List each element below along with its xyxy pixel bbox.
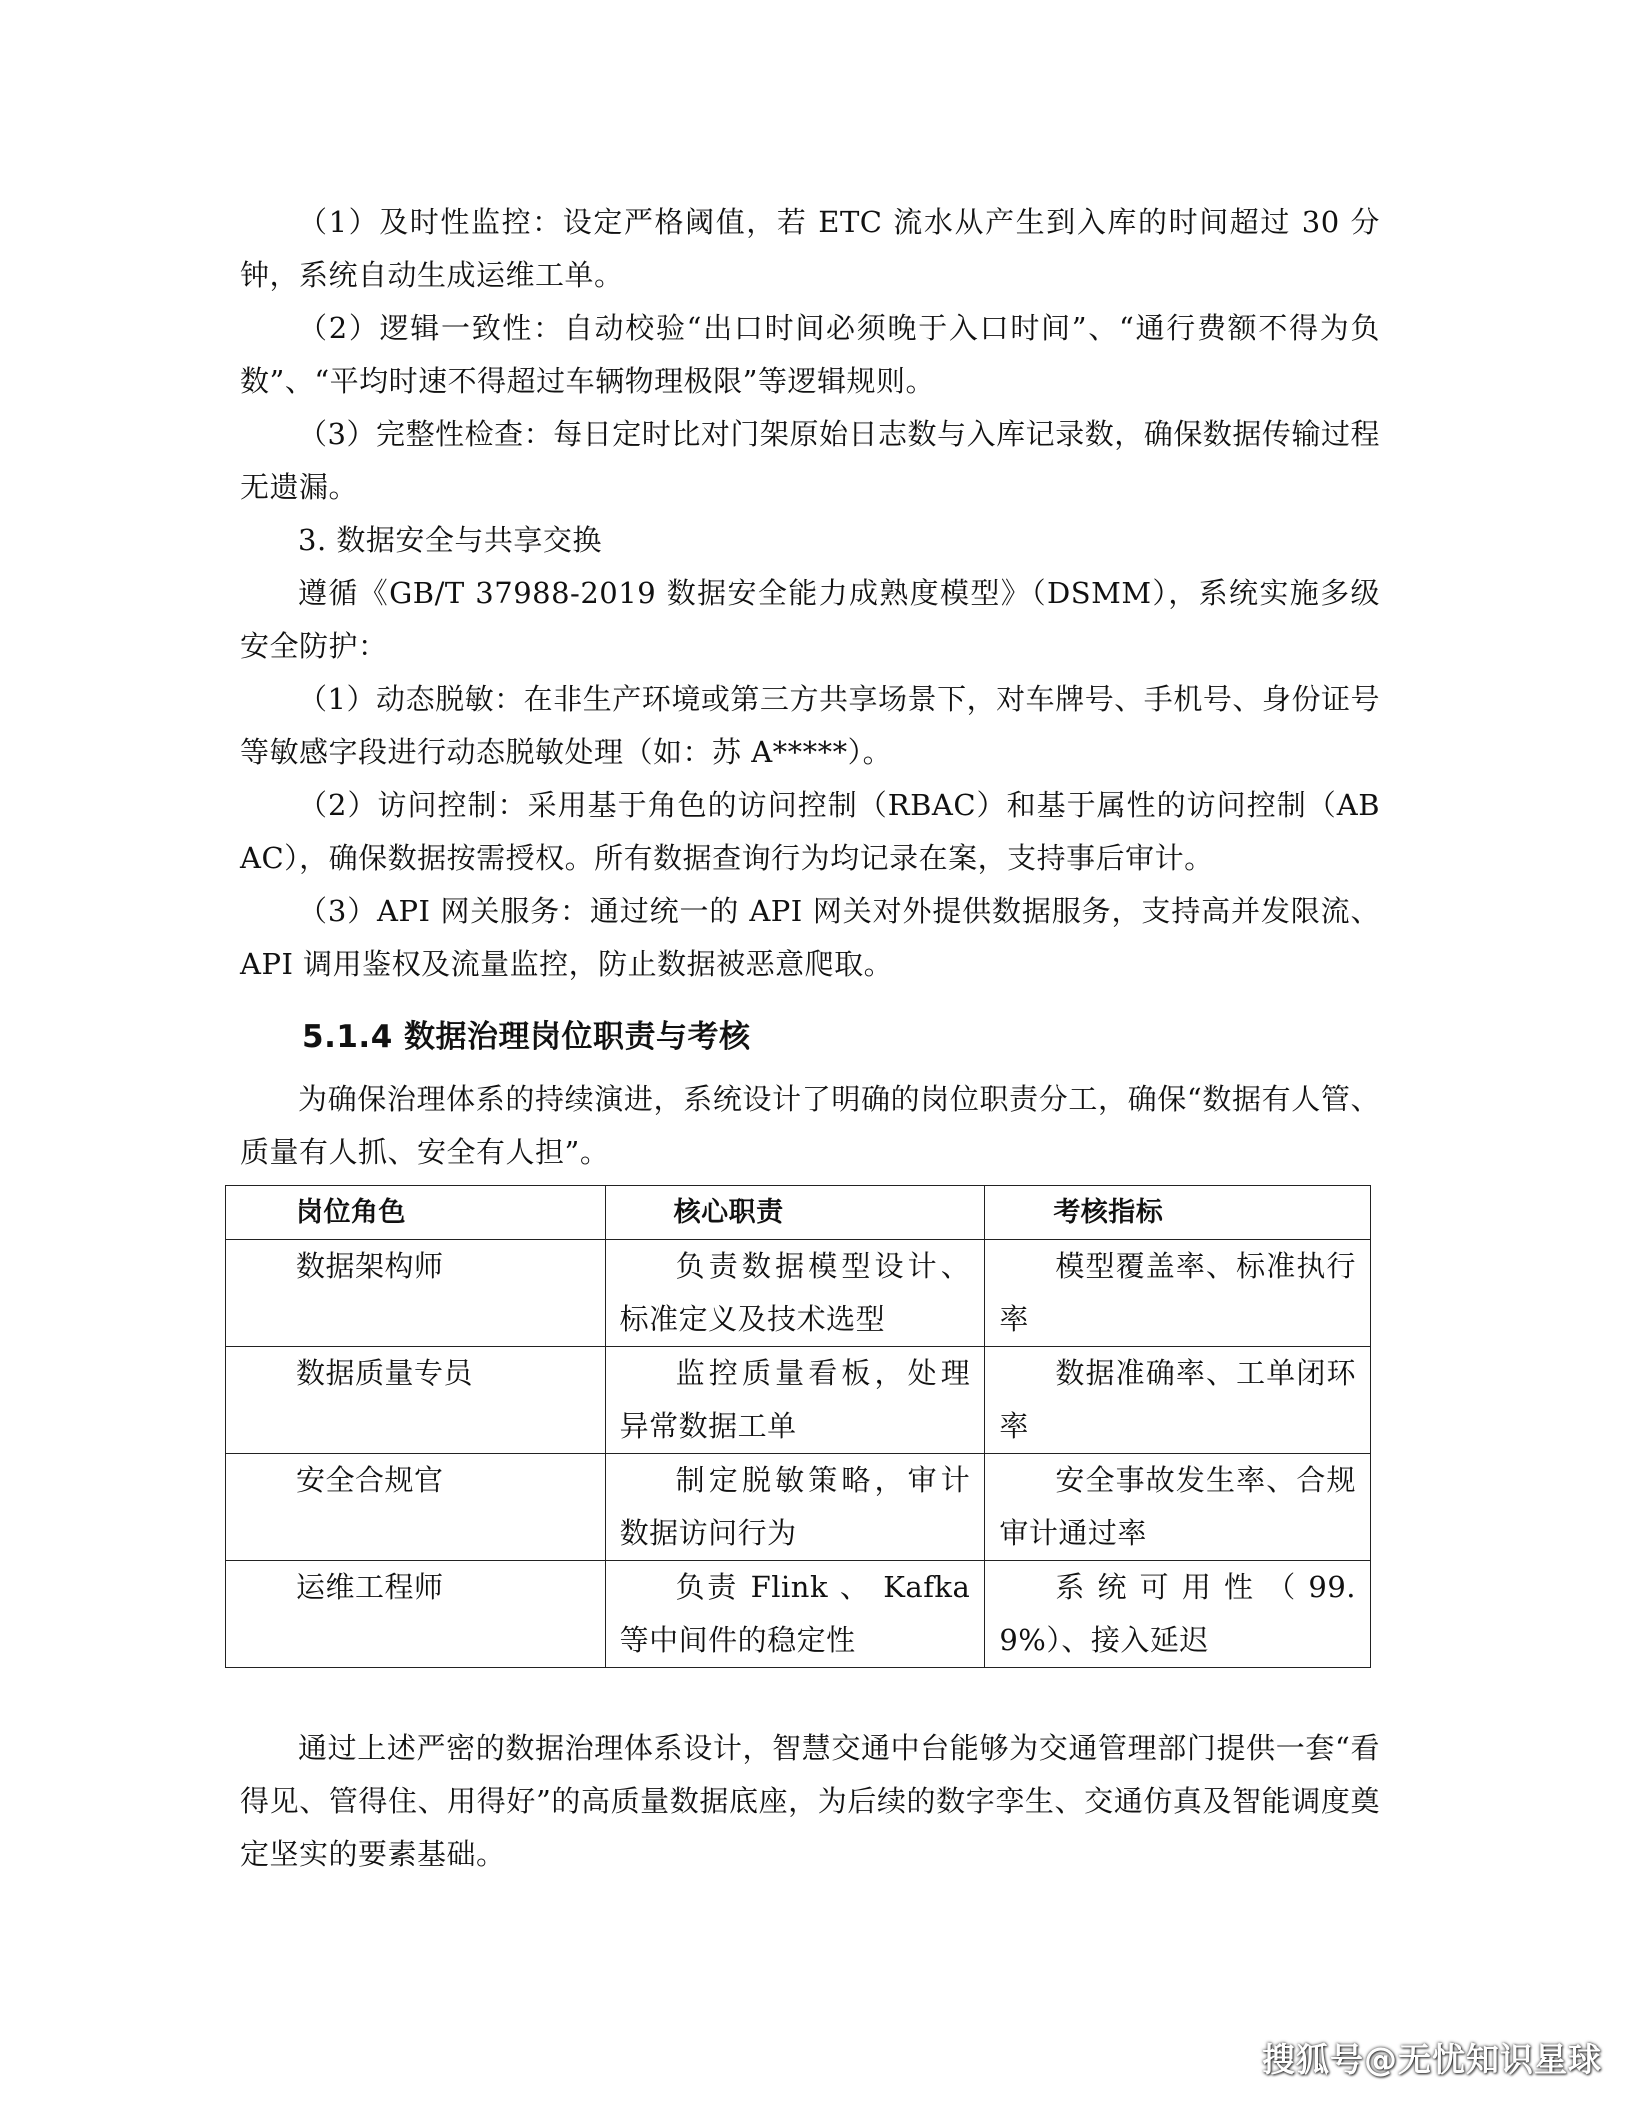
closing-section (240, 1722, 1380, 1881)
paragraph-intro: 为确保治理体系的持续演进，系统设计了明确的岗位职责分工，确保“数据有人管、质量有人抓、安全有人担”。 (240, 1082, 1380, 1169)
cell-duties: 制定脱敏策略，审计数据访问行为 (605, 1454, 985, 1561)
paragraph-dsmm: 遵循《GB/T 37988-2019 数据安全能力成熟度模型》（DSMM），系统实施多级安全防护： (240, 576, 1380, 663)
subsection-title-security: 3. 数据安全与共享交换 (298, 523, 602, 557)
section-heading: 5.1.4 数据治理岗位职责与考核 (302, 1019, 751, 1055)
paragraph-closing: 通过上述严密的数据治理体系设计，智慧交通中台能够为交通管理部门提供一套“看得见、管得住、用得好”的高质量数据底座，为后续的数字孪生、交通仿真及智能调度奠定坚实的要素基础。 (240, 1731, 1380, 1871)
table-row (226, 1561, 1371, 1668)
paragraph-completeness: （3）完整性检查：每日定时比对门架原始日志数与入库记录数，确保数据传输过程无遗漏。 (240, 417, 1380, 504)
cell-role: 运维工程师 (226, 1561, 606, 1668)
paragraph-timeliness: （1）及时性监控：设定严格阈值，若 ETC 流水从产生到入库的时间超过 30 分钟，系统自动生成运维工单。 (240, 205, 1380, 292)
cell-role: 数据架构师 (226, 1240, 606, 1347)
cell-duties: 负责 Flink 、 Kafka 等中间件的稳定性 (605, 1561, 985, 1668)
paragraph-masking: （1）动态脱敏：在非生产环境或第三方共享场景下，对车牌号、手机号、身份证号等敏感字段进行动态脱敏处理（如：苏 A*****）。 (240, 682, 1380, 769)
cell-kpi: 系统可用性（99.9%）、接入延迟 (985, 1561, 1371, 1668)
paragraph-access-control: （2）访问控制：采用基于角色的访问控制（RBAC）和基于属性的访问控制（ABAC），确保数据按需授权。所有数据查询行为均记录在案，支持事后审计。 (240, 788, 1380, 875)
header-role: 岗位角色 (226, 1186, 606, 1240)
duties-table (225, 1185, 1371, 1668)
body-text (240, 196, 1380, 1179)
table-row (226, 1347, 1371, 1454)
source-watermark: 搜狐号@无忧知识星球 (1262, 2040, 1602, 2079)
cell-kpi: 数据准确率、工单闭环率 (985, 1347, 1371, 1454)
table-header-row (226, 1186, 1371, 1240)
paragraph-api-gateway: （3）API 网关服务：通过统一的 API 网关对外提供数据服务，支持高并发限流、API 调用鉴权及流量监控，防止数据被恶意爬取。 (240, 894, 1380, 981)
table-row (226, 1454, 1371, 1561)
header-duties: 核心职责 (605, 1186, 985, 1240)
cell-role: 数据质量专员 (226, 1347, 606, 1454)
cell-kpi: 安全事故发生率、合规审计通过率 (985, 1454, 1371, 1561)
cell-duties: 监控质量看板，处理异常数据工单 (605, 1347, 985, 1454)
cell-role: 安全合规官 (226, 1454, 606, 1561)
paragraph-logic-consistency: （2）逻辑一致性：自动校验“出口时间必须晚于入口时间”、“通行费额不得为负数”、“平均时速不得超过车辆物理极限”等逻辑规则。 (240, 311, 1380, 398)
header-kpi: 考核指标 (985, 1186, 1371, 1240)
table-row (226, 1240, 1371, 1347)
cell-kpi: 模型覆盖率、标准执行率 (985, 1240, 1371, 1347)
cell-duties: 负责数据模型设计、标准定义及技术选型 (605, 1240, 985, 1347)
